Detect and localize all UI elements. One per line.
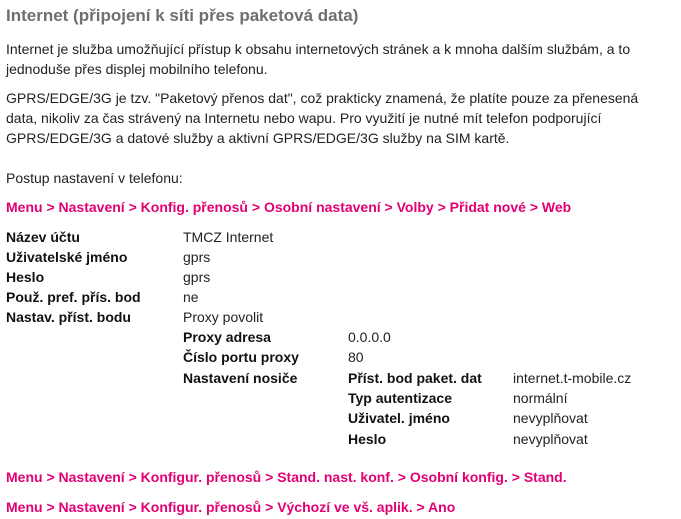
menu-path-separator: >: [529, 199, 538, 215]
pref-access-label: Použ. pref. přís. bod: [6, 289, 141, 305]
menu-path-step: Menu: [6, 499, 43, 515]
menu-path-step: Přidat nové: [449, 199, 526, 215]
menu-path-step: Web: [541, 199, 572, 215]
menu-path-step: Menu: [6, 199, 43, 215]
menu-path-separator: >: [416, 499, 425, 515]
proxy-port-value: 80: [348, 349, 364, 365]
intro-paragraph-2: GPRS/EDGE/3G je tzv. "Paketový přenos dat", což prakticky znamená, že platíte pouze za přenesená data, nikoliv za čas strávený na Internetu nebo wapu. Pro využití je nutné mít telefon podporující GPRS/EDGE/3G a datové služby a aktivní GPRS/EDGE/3G služby na SIM kartě.: [6, 90, 639, 146]
menu-path-step: Stand.: [523, 469, 567, 485]
menu-path-separator: >: [46, 199, 55, 215]
menu-path-separator: >: [251, 199, 261, 215]
username-value: gprs: [183, 249, 211, 265]
page-title: Internet (připojení k síti přes paketová data): [6, 6, 359, 25]
bearer-password-label: Heslo: [348, 431, 387, 447]
menu-path-step: Výchozí ve vš. aplik.: [277, 499, 413, 515]
menu-path-separator: >: [384, 199, 393, 215]
menu-path-step: Konfigur. přenosů: [140, 469, 262, 485]
intro-paragraph-1: Internet je služba umožňující přístup k obsahu internetových stránek a k mnoha dalším službám, a to jednoduše přes displej mobilního telefonu.: [6, 41, 631, 77]
menu-path-step: Konfigur. přenosů: [140, 499, 262, 515]
menu-path-step: Osobní nastavení: [263, 199, 381, 215]
menu-path-add-web: [6, 197, 571, 217]
setup-heading: Postup nastavení v telefonu:: [6, 170, 183, 186]
menu-path-standard-config: [6, 467, 567, 487]
menu-path-separator: >: [265, 469, 274, 485]
password-label: Heslo: [6, 269, 45, 285]
access-settings-value: Proxy povolit: [183, 309, 264, 325]
apn-value: internet.t-mobile.cz: [513, 370, 632, 386]
menu-path-separator: >: [437, 199, 446, 215]
menu-path-separator: >: [128, 499, 137, 515]
menu-path-separator: >: [46, 499, 55, 515]
proxy-address-label: Proxy adresa: [183, 329, 271, 345]
bearer-password-value: nevyplňovat: [513, 431, 588, 447]
menu-path-step: Ano: [428, 499, 456, 515]
menu-path-separator: >: [128, 469, 137, 485]
menu-path-separator: >: [265, 499, 274, 515]
auth-type-value: normální: [513, 390, 568, 406]
menu-path-step: Nastavení: [58, 499, 125, 515]
menu-path-step: Nastavení: [58, 469, 125, 485]
menu-path-step: Nastavení: [58, 199, 125, 215]
access-settings-label: Nastav. příst. bodu: [6, 309, 131, 325]
menu-path-separator: >: [397, 469, 406, 485]
proxy-port-label: Číslo portu proxy: [183, 349, 299, 365]
menu-path-step: Konfig. přenosů: [140, 199, 248, 215]
menu-path-step: Volby: [396, 199, 434, 215]
menu-path-separator: >: [511, 469, 520, 485]
password-value: gprs: [183, 269, 211, 285]
account-name-value: TMCZ Internet: [183, 229, 274, 245]
menu-path-separator: >: [46, 469, 55, 485]
proxy-address-value: 0.0.0.0: [348, 329, 391, 345]
menu-path-step: Osobní konfig.: [409, 469, 508, 485]
menu-path-default-all-apps: [6, 497, 455, 517]
bearer-username-label: Uživatel. jméno: [348, 410, 450, 426]
bearer-username-value: nevyplňovat: [513, 410, 588, 426]
pref-access-value: ne: [183, 289, 199, 305]
menu-path-step: Stand. nast. konf.: [277, 469, 394, 485]
username-label: Uživatelské jméno: [6, 249, 128, 265]
account-name-label: Název účtu: [6, 229, 80, 245]
menu-path-step: Menu: [6, 469, 43, 485]
auth-type-label: Typ autentizace: [348, 390, 452, 406]
apn-label: Příst. bod paket. dat: [348, 370, 482, 386]
bearer-label: Nastavení nosiče: [183, 370, 298, 386]
menu-path-separator: >: [128, 199, 137, 215]
